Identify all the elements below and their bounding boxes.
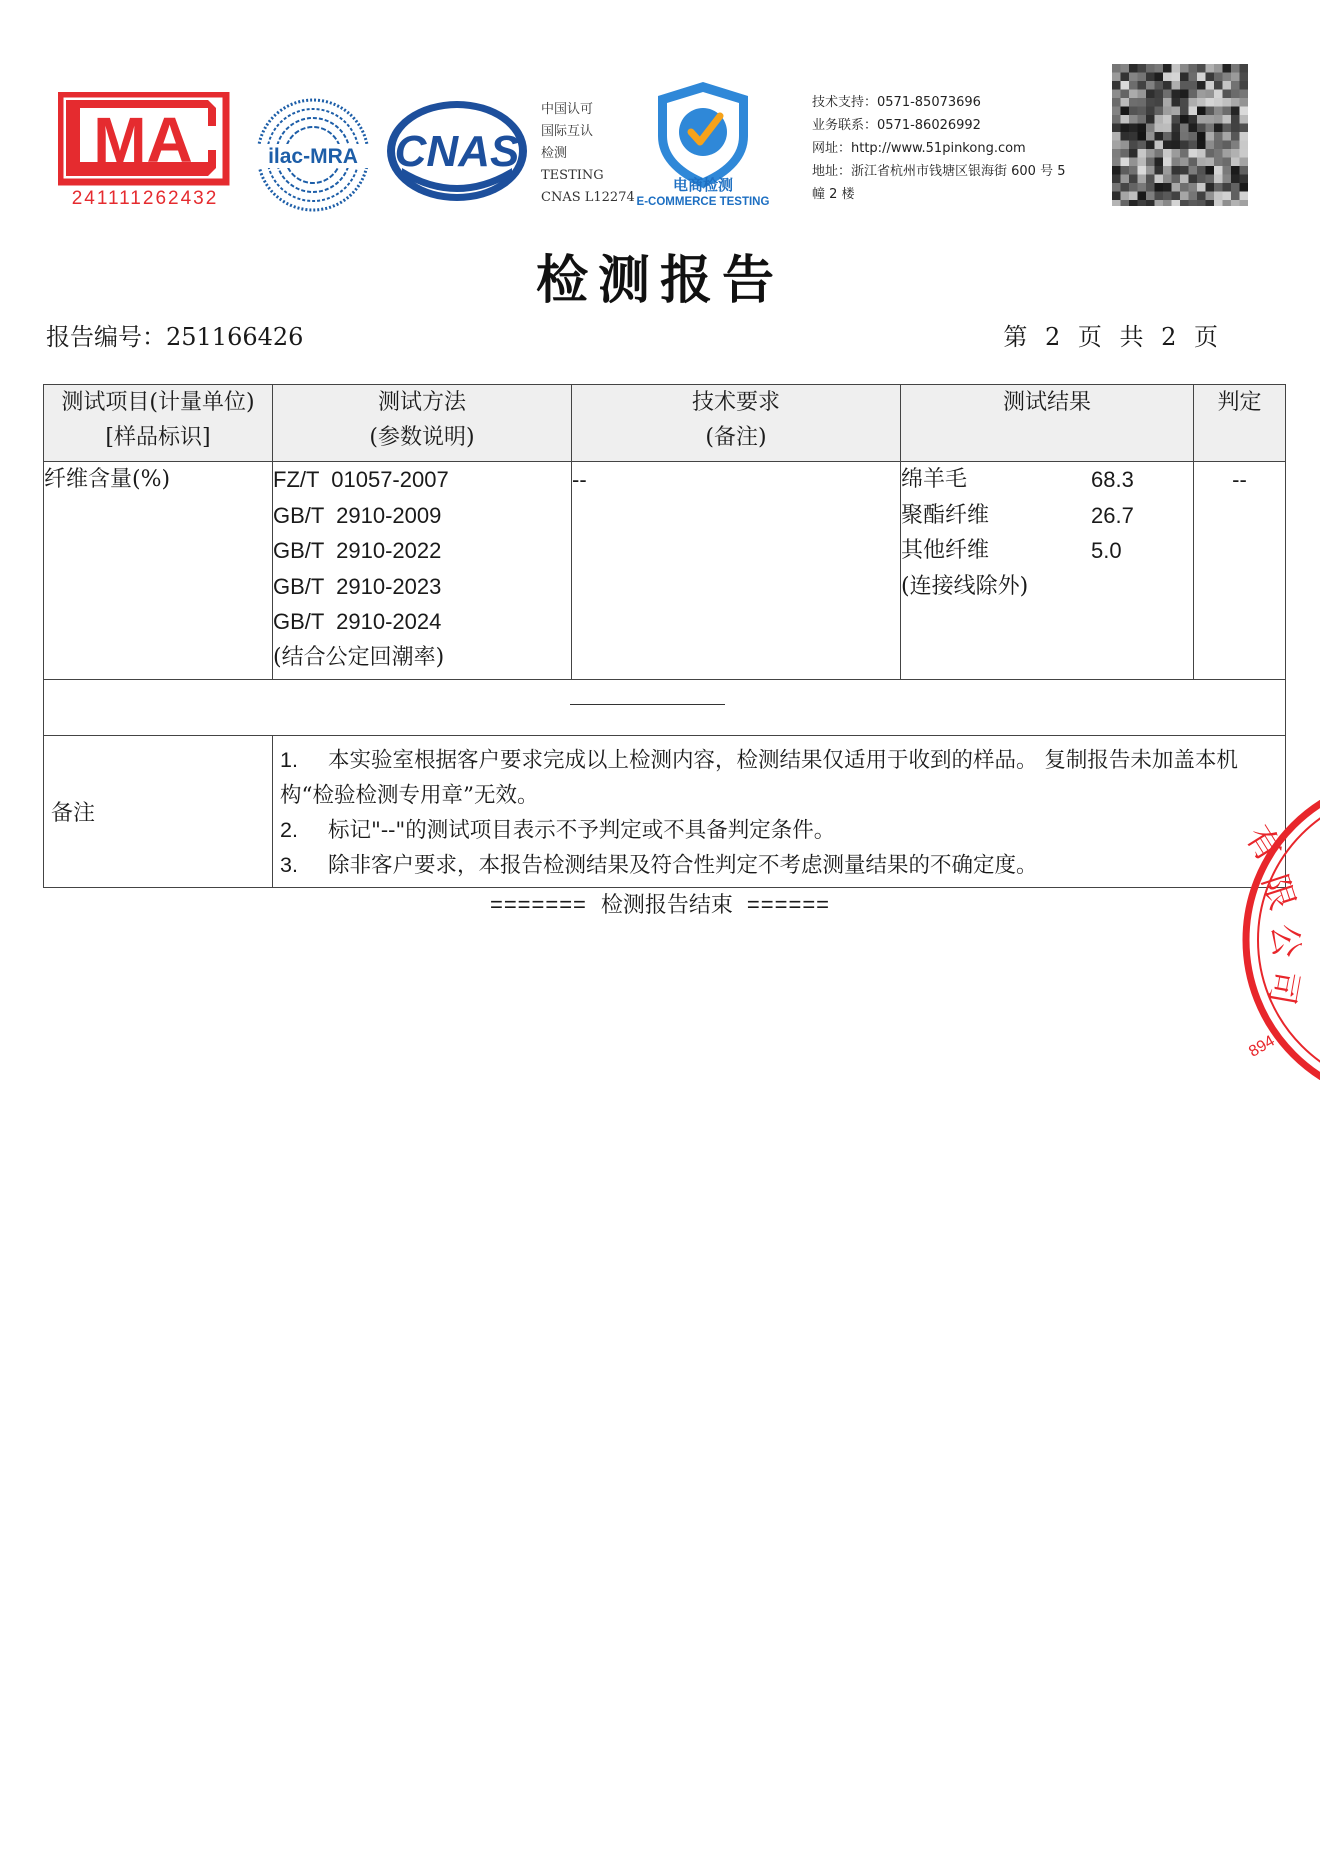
ecommerce-en: E-COMMERCE TESTING xyxy=(636,196,770,208)
ecommerce-cn: 电商检测 xyxy=(672,176,734,194)
result-line: 聚酯纤维 26.7 xyxy=(901,502,1134,528)
results-table xyxy=(43,384,1286,888)
separator-row xyxy=(44,680,1286,736)
header-judgement: 判定 xyxy=(1194,385,1286,462)
svg-text:公: 公 xyxy=(1263,922,1307,960)
cnas-text: CNAS xyxy=(394,127,520,176)
report-end-line: ======= 检测报告结束 ====== xyxy=(489,892,831,918)
test-item-cell: 纤维含量(%) xyxy=(44,462,273,680)
separator-line xyxy=(570,704,725,705)
table-header-row xyxy=(44,385,1286,462)
cma-number: 241111262432 xyxy=(71,188,219,209)
cma-letters: MA xyxy=(93,104,193,176)
qr-code xyxy=(1112,64,1248,206)
svg-text:有: 有 xyxy=(1237,818,1290,869)
header-logos xyxy=(0,0,1320,230)
header-requirement: 技术要求 (备注) xyxy=(572,385,901,462)
ilac-mra-logo xyxy=(254,96,372,214)
notes-label: 备注 xyxy=(44,736,273,888)
test-method-cell: FZ/T 01057-2007 GB/T 2910-2009 GB/T 2910-2022 GB/T 2910-2023 GB/T 2910-2024 (结合公定回潮率) xyxy=(273,462,572,680)
note-item: 3. 除非客户要求，本报告检测结果及符合性判定不考虑测量结果的不确定度。 xyxy=(280,853,1038,878)
table-row xyxy=(44,462,1286,680)
header-test-item: 测试项目(计量单位) [样品标识] xyxy=(44,385,273,462)
header-result: 测试结果 xyxy=(901,385,1194,462)
requirement-cell: -- xyxy=(572,462,901,680)
result-cell xyxy=(901,462,1194,680)
notes-row xyxy=(44,736,1286,888)
note-item: 2. 标记"--"的测试项目表示不予判定或不具备判定条件。 xyxy=(280,818,836,843)
judgement-cell: -- xyxy=(1194,462,1286,680)
cnas-logo xyxy=(384,98,530,204)
notes-cell xyxy=(273,736,1286,888)
svg-text:限: 限 xyxy=(1253,869,1303,915)
cma-logo xyxy=(58,92,233,210)
note-item: 1. 本实验室根据客户要求完成以上检测内容，检测结果仅适用于收到的样品。 复制报告未加盖本机构“检验检测专用章”无效。 xyxy=(280,748,1238,808)
result-line: 绵羊毛 68.3 xyxy=(901,467,1134,492)
result-note: (连接线除外) xyxy=(901,573,1029,599)
accreditation-text: 中国认可 国际互认 检测 TESTING CNAS L12274 xyxy=(541,102,635,205)
header-test-method: 测试方法 (参数说明) xyxy=(273,385,572,462)
svg-text:司: 司 xyxy=(1260,967,1306,1008)
seal-number: 894 xyxy=(1246,1032,1278,1061)
company-seal xyxy=(1236,800,1320,1080)
contact-info: 技术支持：0571-85073696 业务联系：0571-86026992 网址：http://www.51pinkong.com 地址：浙江省杭州市钱塘区银海街 600 号 5 幢 2 楼 xyxy=(812,95,1066,202)
ilac-text: ilac-MRA xyxy=(268,145,358,168)
report-number: 报告编号：251166426 xyxy=(46,323,304,351)
result-line: 其他纤维 5.0 xyxy=(901,538,1122,563)
page-indicator: 第 2 页 共 2 页 xyxy=(1003,323,1220,351)
ecommerce-testing-logo xyxy=(636,78,770,208)
report-title: 检测报告 xyxy=(535,250,784,311)
